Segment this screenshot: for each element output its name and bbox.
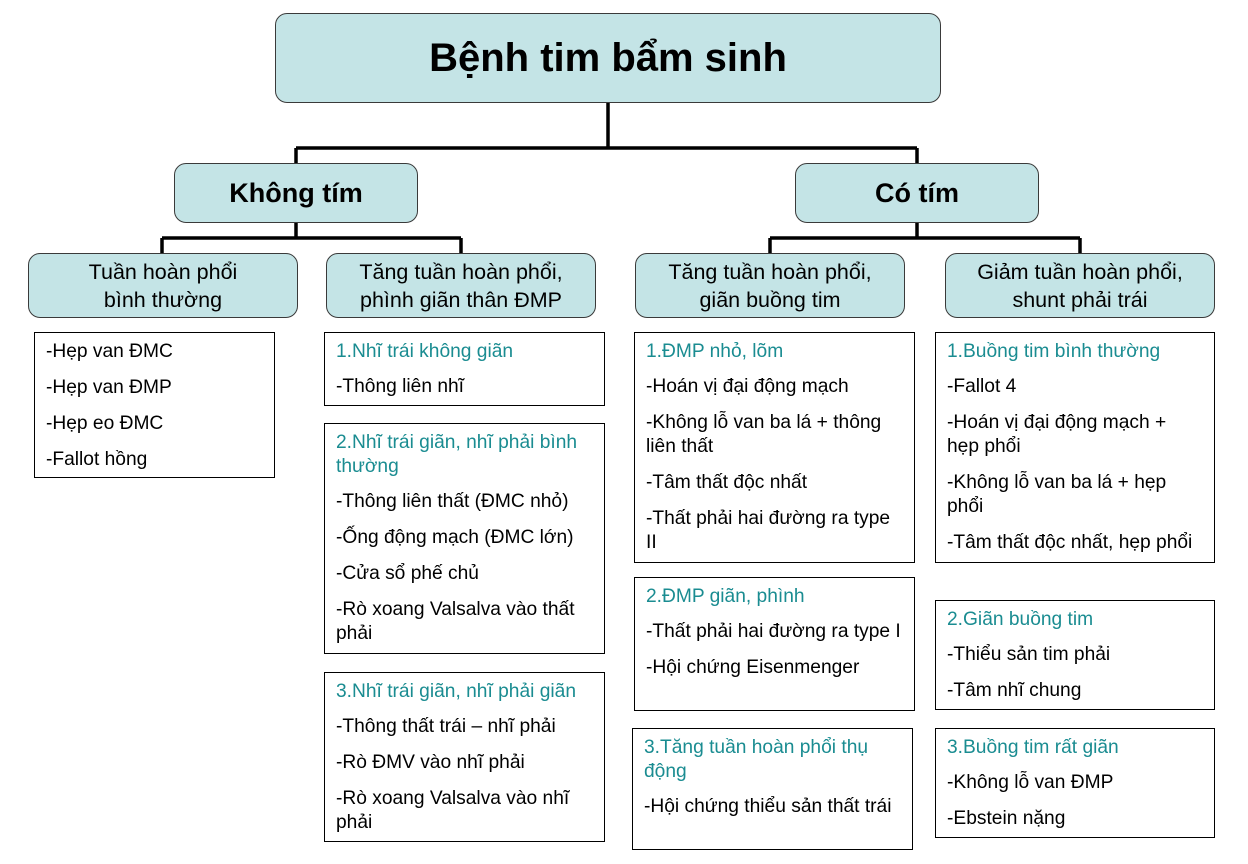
list-heading: 1.Nhĩ trái không giãn (336, 341, 514, 362)
list-heading: 3.Buồng tim rất giãn (947, 737, 1119, 758)
category-khong-tim: Không tím (174, 163, 418, 223)
subcategory-increased-pulmonary-dilated-chambers: Tăng tuần hoàn phổi, giãn buồng tim (635, 253, 905, 318)
list-heading: 1.ĐMP nhỏ, lõm (646, 341, 784, 362)
list-item: -Thất phải hai đường ra type I (646, 621, 901, 642)
list-heading: 2.Giãn buồng tim (947, 609, 1094, 630)
list-item: -Cửa sổ phế chủ (336, 563, 479, 584)
list-item: -Thất phải hai đường ra type II (646, 508, 891, 553)
list-item: -Ebstein nặng (947, 808, 1066, 829)
list-item: -Thông liên nhĩ (336, 376, 464, 397)
subcategory-normal-pulmonary: Tuần hoàn phổi bình thường (28, 253, 298, 318)
list-item: -Rò xoang Valsalva vào nhĩ phải (336, 788, 570, 833)
list-item: -Ống động mạch (ĐMC lớn) (336, 527, 574, 548)
list-item: -Fallot 4 (947, 376, 1017, 397)
list-box (634, 332, 915, 563)
list-item: -Hẹp van ĐMP (46, 377, 172, 398)
list-item: -Hội chứng thiểu sản thất trái (644, 796, 892, 817)
list-item: -Hẹp eo ĐMC (46, 413, 164, 434)
list-item: -Rò xoang Valsalva vào thất phải (336, 599, 575, 644)
list-heading: 2.ĐMP giãn, phình (646, 586, 805, 607)
list-box (324, 672, 605, 842)
list-heading: 3.Nhĩ trái giãn, nhĩ phải giãn (336, 681, 577, 702)
list-box (632, 728, 913, 850)
list-box (634, 577, 915, 711)
list-item: -Hoán vị đại động mạch + hẹp phổi (947, 412, 1167, 457)
list-item: -Hội chứng Eisenmenger (646, 657, 860, 678)
list-item: -Hoán vị đại động mạch (646, 376, 849, 397)
list-item: -Tâm thất độc nhất, hẹp phổi (947, 532, 1193, 553)
subcategory-increased-pulmonary-dilated-trunk: Tăng tuần hoàn phổi, phình giãn thân ĐMP (326, 253, 596, 318)
category-co-tim: Có tím (795, 163, 1039, 223)
list-heading: 1.Buồng tim bình thường (947, 341, 1161, 362)
list-item: -Không lỗ van ĐMP (947, 772, 1114, 793)
list-box (935, 332, 1215, 563)
list-heading: 2.Nhĩ trái giãn, nhĩ phải bình thường (336, 432, 578, 477)
list-item: -Thông liên thất (ĐMC nhỏ) (336, 491, 569, 512)
subcategory-decreased-pulmonary-right-left-shunt: Giảm tuần hoàn phổi, shunt phải trái (945, 253, 1215, 318)
list-item: -Hẹp van ĐMC (46, 341, 173, 362)
list-item: -Thiểu sản tim phải (947, 644, 1111, 665)
list-box (324, 332, 605, 406)
list-item: -Thông thất trái – nhĩ phải (336, 716, 556, 737)
list-heading: 3.Tăng tuần hoàn phổi thụ động (644, 737, 869, 782)
list-item: -Fallot hồng (46, 449, 148, 470)
list-item: -Không lỗ van ba lá + thông liên thất (646, 412, 882, 457)
list-box (324, 423, 605, 654)
list-item: -Không lỗ van ba lá + hẹp phổi (947, 472, 1167, 517)
diagram-title: Bệnh tim bẩm sinh (275, 13, 941, 103)
list-box (935, 728, 1215, 838)
list-item: -Tâm nhĩ chung (947, 680, 1082, 701)
list-item: -Rò ĐMV vào nhĩ phải (336, 752, 525, 773)
list-box (34, 332, 275, 478)
list-item: -Tâm thất độc nhất (646, 472, 808, 493)
list-box (935, 600, 1215, 710)
